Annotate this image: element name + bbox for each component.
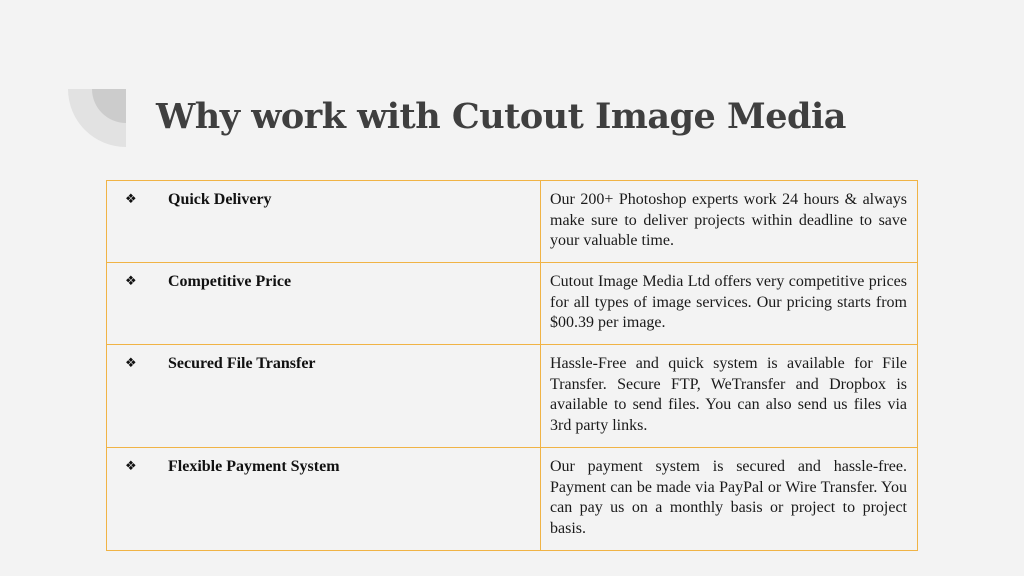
feature-description: Cutout Image Media Ltd offers very competitive prices for all types of image services. Our pricing starts from $00.39 per image. [541,263,918,345]
feature-label: Quick Delivery [168,191,272,208]
page-title: Why work with Cutout Image Media [156,96,846,137]
decorative-quarter-circle-icon [68,89,126,147]
feature-cell [107,448,541,551]
table-row [107,345,918,448]
features-table [106,180,918,551]
bullet-diamond-icon: ❖ [125,356,137,371]
table-row [107,448,918,551]
feature-cell [107,181,541,263]
feature-label: Secured File Transfer [168,355,316,372]
table-row [107,181,918,263]
feature-cell [107,263,541,345]
table-row [107,263,918,345]
feature-description: Hassle-Free and quick system is available for File Transfer. Secure FTP, WeTransfer and Dropbox is available to send files. You can also send us files via 3rd party links. [541,345,918,448]
feature-description: Our 200+ Photoshop experts work 24 hours & always make sure to deliver projects within deadline to save your valuable time. [541,181,918,263]
feature-cell [107,345,541,448]
bullet-diamond-icon: ❖ [125,274,137,289]
feature-description: Our payment system is secured and hassle-free. Payment can be made via PayPal or Wire Transfer. You can pay us on a monthly basis or project to project basis. [541,448,918,551]
feature-label: Competitive Price [168,273,292,290]
bullet-diamond-icon: ❖ [125,459,137,474]
feature-label: Flexible Payment System [168,458,340,475]
bullet-diamond-icon: ❖ [125,192,137,207]
